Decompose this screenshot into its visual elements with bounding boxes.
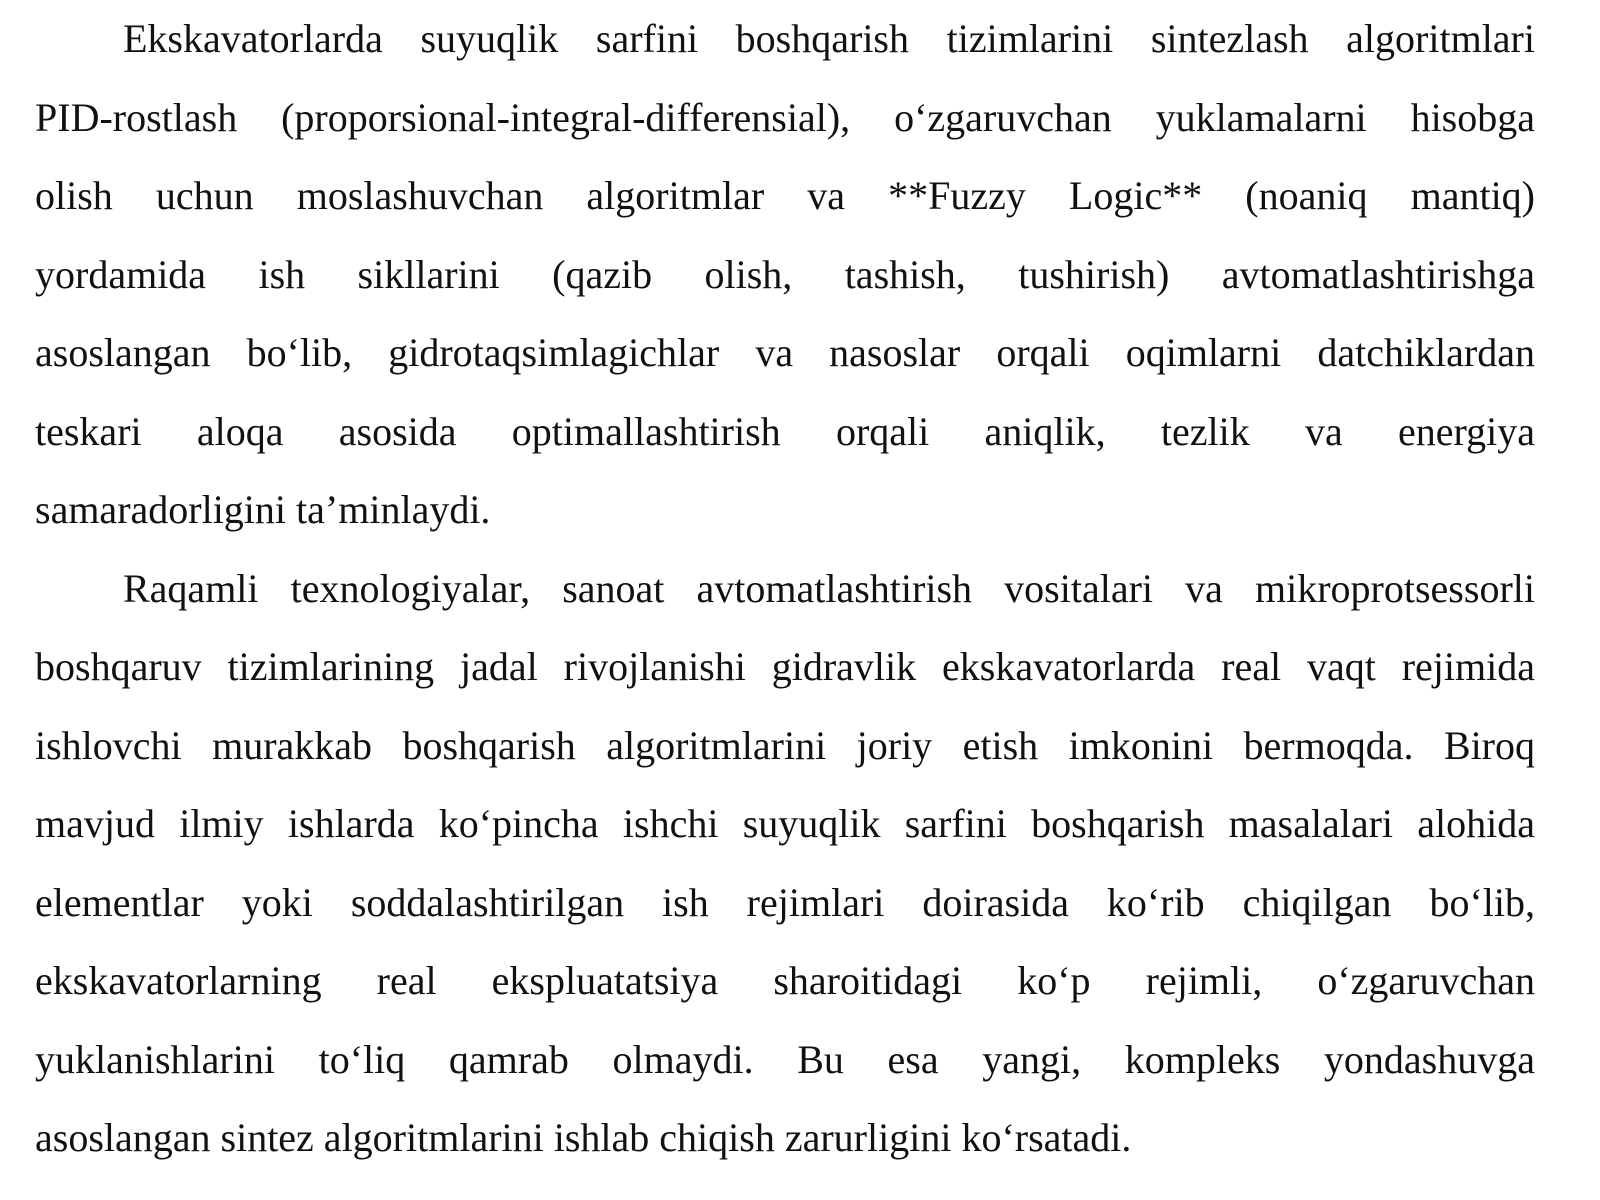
paragraph-line: olish uchun moslashuvchan algoritmlar va **Fuzzy Logic** (noaniq mantiq) [35, 173, 1535, 218]
paragraph-line: samaradorligini ta’minlaydi. [35, 487, 491, 532]
paragraph-line: Raqamli texnologiyalar, sanoat avtomatlashtirish vositalari va mikroprotsessorli [123, 565, 1535, 611]
paragraph-line: yordamida ish sikllarini (qazib olish, tashish, tushirish) avtomatlashtirishga [35, 251, 1535, 297]
paragraph-line: ishlovchi murakkab boshqarish algoritmlarini joriy etish imkonini bermoqda. Biroq [35, 722, 1535, 768]
paragraph-line: PID-rostlash (proporsional-integral-differensial), o‘zgaruvchan yuklamalarni hisobga [35, 94, 1535, 140]
paragraph-1 [35, 0, 1535, 550]
paragraph-2 [35, 550, 1535, 1178]
paragraph-line: ekskavatorlarning real ekspluatatsiya sharoitidagi ko‘p rejimli, o‘zgaruvchan [35, 958, 1535, 1003]
paragraph-line: asoslangan bo‘lib, gidrotaqsimlagichlar va nasoslar orqali oqimlarni datchiklardan [35, 330, 1535, 375]
paragraph-line: boshqaruv tizimlarining jadal rivojlanishi gidravlik ekskavatorlarda real vaqt rejimida [35, 644, 1535, 689]
paragraph-line: yuklanishlarini to‘liq qamrab olmaydi. Bu esa yangi, kompleks yondashuvga [35, 1036, 1535, 1082]
paragraph-line: asoslangan sintez algoritmlarini ishlab chiqish zarurligini ko‘rsatadi. [35, 1115, 1132, 1160]
paragraph-line: Ekskavatorlarda suyuqlik sarfini boshqarish tizimlarini sintezlash algoritmlari [123, 16, 1535, 61]
document-page [35, 0, 1535, 1178]
paragraph-line: mavjud ilmiy ishlarda ko‘pincha ishchi suyuqlik sarfini boshqarish masalalari alohida [35, 801, 1535, 846]
paragraph-line: elementlar yoki soddalashtirilgan ish rejimlari doirasida ko‘rib chiqilgan bo‘lib, [35, 879, 1535, 925]
paragraph-line: teskari aloqa asosida optimallashtirish orqali aniqlik, tezlik va energiya [35, 408, 1535, 454]
